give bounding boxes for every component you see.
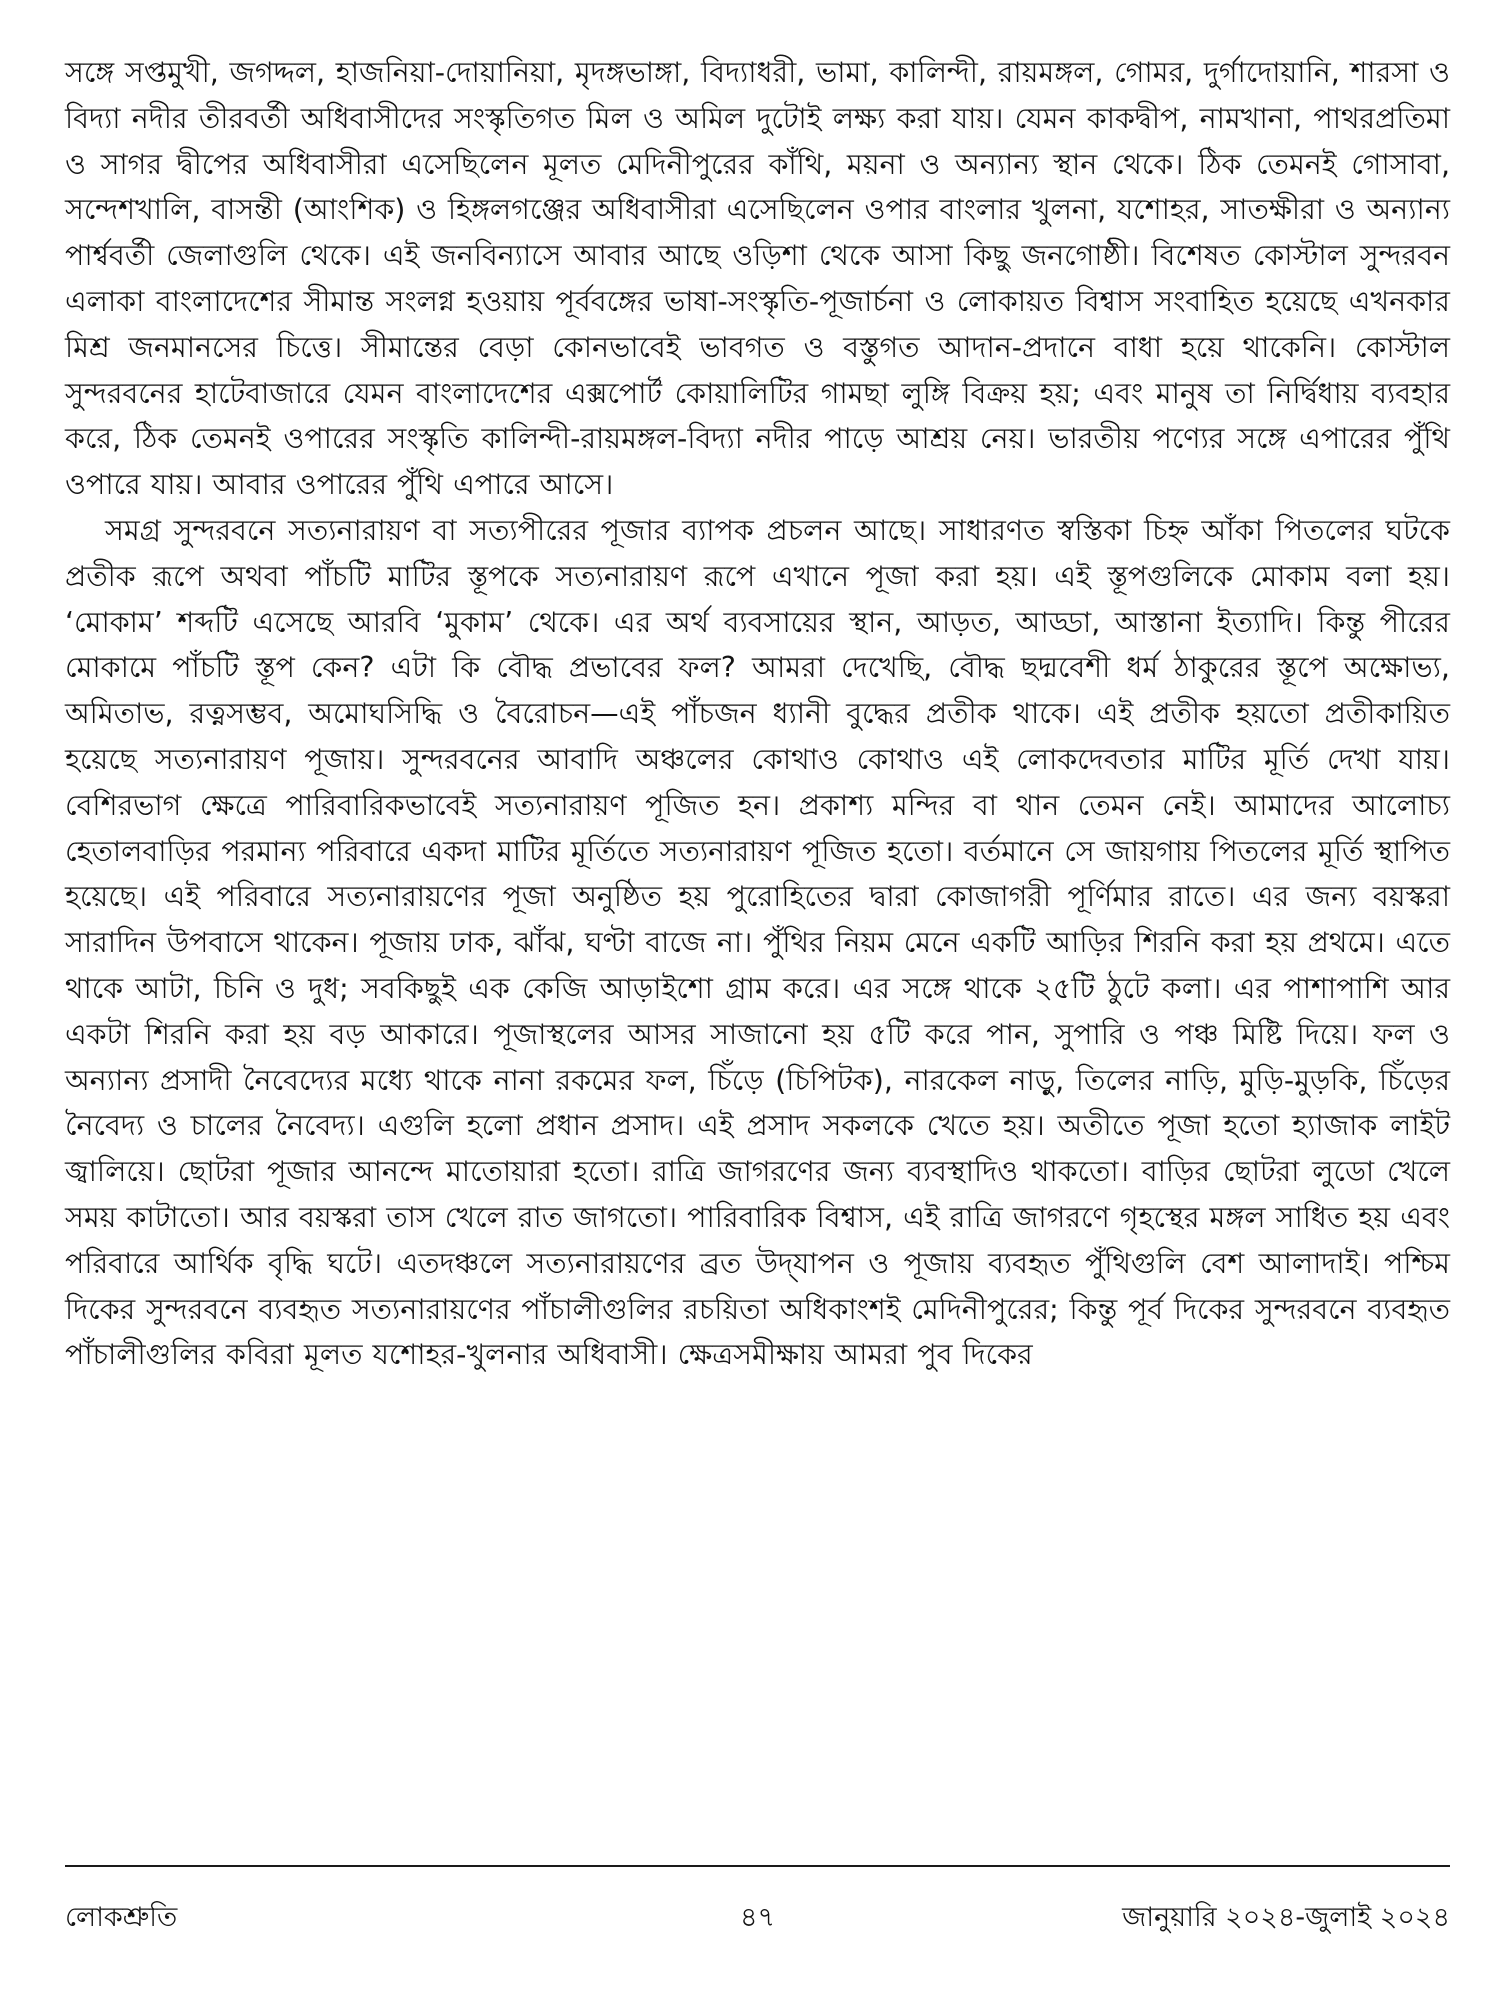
body-text [65, 50, 1450, 1378]
document-page [65, 50, 1450, 1950]
paragraph-2: সমগ্র সুন্দরবনে সত্যনারায়ণ বা সত্যপীরের পূজার ব্যাপক প্রচলন আছে। সাধারণত স্বস্তিকা চিহ্ন আঁকা পিতলের ঘটকে প্রতীক রূপে অথবা পাঁচটি মাটির স্তূপকে সত্যনারায়ণ রূপে এখানে পূজা করা হয়। এই স্তূপগুলিকে মোকাম বলা হয়। ‘মোকাম’ শব্দটি এসেছে আরবি ‘মুকাম’ থেকে। এর অর্থ ব্যবসায়ের স্থান, আড়ত, আড্ডা, আস্তানা ইত্যাদি। কিন্তু পীরের মোকামে পাঁচটি স্তূপ কেন? এটা কি বৌদ্ধ প্রভাবের ফল? আমরা দেখেছি, বৌদ্ধ ছদ্মবেশী ধর্ম ঠাকুরের স্তূপে অক্ষোভ্য, অমিতাভ, রত্নসম্ভব, অমোঘসিদ্ধি ও বৈরোচন—এই পাঁচজন ধ্যানী বুদ্ধের প্রতীক থাকে। এই প্রতীক হয়তো প্রতীকায়িত হয়েছে সত্যনারায়ণ পূজায়। সুন্দরবনের আবাদি অঞ্চলের কোথাও কোথাও এই লোকদেবতার মাটির মূর্তি দেখা যায়। বেশিরভাগ ক্ষেত্রে পারিবারিকভাবেই সত্যনারায়ণ পূজিত হন। প্রকাশ্য মন্দির বা থান তেমন নেই। আমাদের আলোচ্য হেতালবাড়ির পরমান্য পরিবারে একদা মাটির মূর্তিতে সত্যনারায়ণ পূজিত হতো। বর্তমানে সে জায়গায় পিতলের মূর্তি স্থাপিত হয়েছে। এই পরিবারে সত্যনারায়ণের পূজা অনুষ্ঠিত হয় পুরোহিতের দ্বারা কোজাগরী পূর্ণিমার রাতে। এর জন্য বয়স্করা সারাদিন উপবাসে থাকেন। পূজায় ঢাক, ঝাঁঝ, ঘণ্টা বাজে না। পুঁথির নিয়ম মেনে একটি আড়ির শিরনি করা হয় প্রথমে। এতে থাকে আটা, চিনি ও দুধ; সবকিছুই এক কেজি আড়াইশো গ্রাম করে। এর সঙ্গে থাকে ২৫টি ঠুটে কলা। এর পাশাপাশি আর একটা শিরনি করা হয় বড় আকারে। পূজাস্থলের আসর সাজানো হয় ৫টি করে পান, সুপারি ও পঞ্চ মিষ্টি দিয়ে। ফল ও অন্যান্য প্রসাদী নৈবেদ্যের মধ্যে থাকে নানা রকমের ফল, চিঁড়ে (চিপিটক), নারকেল নাড়ু, তিলের নাড়ি, মুড়ি-মুড়কি, চিঁড়ের নৈবেদ্য ও চালের নৈবেদ্য। এগুলি হলো প্রধান প্রসাদ। এই প্রসাদ সকলকে খেতে হয়। অতীতে পূজা হতো হ্যাজাক লাইট জ্বালিয়ে। ছোটরা পূজার আনন্দে মাতোয়ারা হতো। রাত্রি জাগরণের জন্য ব্যবস্থাদিও থাকতো। বাড়ির ছোটরা লুডো খেলে সময় কাটাতো। আর বয়স্করা তাস খেলে রাত জাগতো। পারিবারিক বিশ্বাস, এই রাত্রি জাগরণে গৃহস্থের মঙ্গল সাধিত হয় এবং পরিবারে আর্থিক বৃদ্ধি ঘটে। এতদঞ্চলে সত্যনারায়ণের ব্রত উদ্‌যাপন ও পূজায় ব্যবহৃত পুঁথিগুলি বেশ আলাদাই। পশ্চিম দিকের সুন্দরবনে ব্যবহৃত সত্যনারায়ণের পাঁচালীগুলির রচয়িতা অধিকাংশই মেদিনীপুরের; কিন্তু পূর্ব দিকের সুন্দরবনে ব্যবহৃত পাঁচালীগুলির কবিরা মূলত যশোহর-খুলনার অধিবাসী। ক্ষেত্রসমীক্ষায় আমরা পুব দিকের [65, 513, 1450, 1372]
paragraph-1: সঙ্গে সপ্তমুখী, জগদ্দল, হাজনিয়া-দোয়ানিয়া, মৃদঙ্গভাঙ্গা, বিদ্যাধরী, ভামা, কালিন্দী, রায়মঙ্গল, গোমর, দুর্গাদোয়ানি, শারসা ও বিদ্যা নদীর তীরবর্তী অধিবাসীদের সংস্কৃতিগত মিল ও অমিল দুটোই লক্ষ্য করা যায়। যেমন কাকদ্বীপ, নামখানা, পাথরপ্রতিমা ও সাগর দ্বীপের অধিবাসীরা এসেছিলেন মূলত মেদিনীপুরের কাঁথি, ময়না ও অন্যান্য স্থান থেকে। ঠিক তেমনই গোসাবা, সন্দেশখালি, বাসন্তী (আংশিক) ও হিঙ্গলগঞ্জের অধিবাসীরা এসেছিলেন ওপার বাংলার খুলনা, যশোহর, সাতক্ষীরা ও অন্যান্য পার্শ্ববর্তী জেলাগুলি থেকে। এই জনবিন্যাসে আবার আছে ওড়িশা থেকে আসা কিছু জনগোষ্ঠী। বিশেষত কোস্টাল সুন্দরবন এলাকা বাংলাদেশের সীমান্ত সংলগ্ন হওয়ায় পূর্ববঙ্গের ভাষা-সংস্কৃতি-পূজার্চনা ও লোকায়ত বিশ্বাস সংবাহিত হয়েছে এখনকার মিশ্র জনমানসের চিত্তে। সীমান্তের বেড়া কোনভাবেই ভাবগত ও বস্তুগত আদান-প্রদানে বাধা হয়ে থাকেনি। কোস্টাল সুন্দরবনের হাটেবাজারে যেমন বাংলাদেশের এক্সপোর্ট কোয়ালিটির গামছা লুঙ্গি বিক্রয় হয়; এবং মানুষ তা নির্দ্বিধায় ব্যবহার করে, ঠিক তেমনই ওপারের সংস্কৃতি কালিন্দী-রায়মঙ্গল-বিদ্যা নদীর পাড়ে আশ্রয় নেয়। ভারতীয় পণ্যের সঙ্গে এপারের পুঁথি ওপারে যায়। আবার ওপারের পুঁথি এপারে আসে। [65, 56, 1450, 502]
page-footer [65, 1898, 1450, 1942]
footer-journal-title: লোকশ্রুতি [65, 1902, 178, 1933]
footer-page-number: ৪৭ [739, 1902, 776, 1933]
footer-divider [65, 1865, 1450, 1867]
footer-issue-date: জানুয়ারি ২০২৪-জুলাই ২০২৪ [1122, 1902, 1450, 1933]
